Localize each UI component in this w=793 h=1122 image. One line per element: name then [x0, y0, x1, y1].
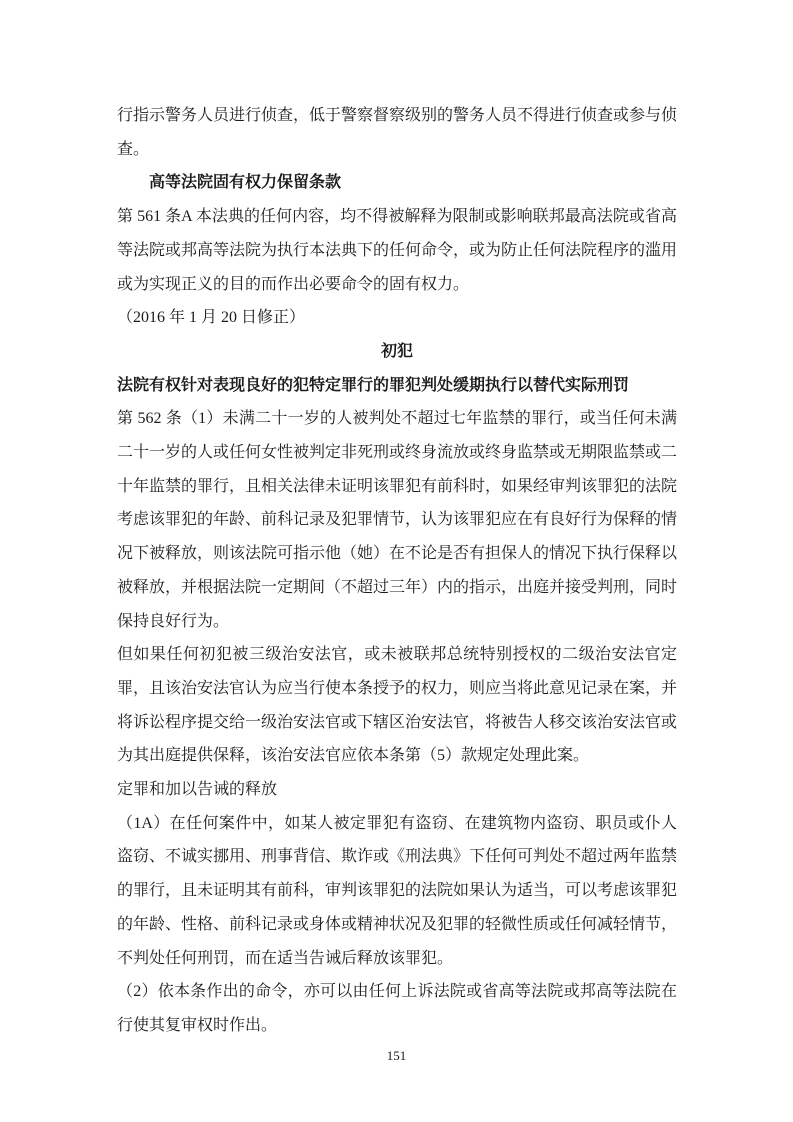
section-heading: 法院有权针对表现良好的犯特定罪行的罪犯判处缓期执行以替代实际刑罚: [117, 376, 630, 394]
paragraph: 行指示警务人员进行侦查，低于警察督察级别的警务人员不得进行侦查或参与侦查。: [117, 107, 678, 158]
document-body: [117, 99, 677, 1043]
paragraph: （2016 年 1 月 20 日修正）: [117, 309, 306, 327]
paragraph: （2）依本条作出的命令，亦可以由任何上诉法院或省高等法院或邦高等法院在行使其复审权时作出。: [117, 983, 677, 1034]
paragraph: 但如果任何初犯被三级治安法官，或未被联邦总统特别授权的二级治安法官定罪，且该治安法官认为应当行使本条授予的权力，则应当将此意见记录在案，并将诉讼程序提交给一级治安法官或下辖区治安法官，将被告人移交该治安法官或为其出庭提供保释，该治安法官应依本条第（5）款规定处理此案。: [117, 646, 678, 765]
section-heading: 初犯: [380, 342, 413, 360]
paragraph: 第 562 条（1）未满二十一岁的人被判处不超过七年监禁的罪行，或当任何未满二十一岁的人或任何女性被判定非死刑或终身流放或终身监禁或无期限监禁或二十年监禁的罪行，且相关法律未证明该罪犯有前科时，如果经审判该罪犯的法院考虑该罪犯的年龄、前科记录及犯罪情节，认为该罪犯应在有良好行为保释的情况下被释放，则该法院可指示他（她）在不论是否有担保人的情况下执行保释以被释放，并根据法院一定期间（不超过三年）内的指示，出庭并接受判刑，同时保持良好行为。: [117, 410, 678, 630]
page-number: 151: [386, 1048, 407, 1063]
section-heading: 高等法院固有权力保留条款: [149, 174, 342, 192]
paragraph: 第 561 条A 本法典的任何内容，均不得被解释为限制或影响联邦最高法院或省高等法院或邦高等法院为执行本法典下的任何命令，或为防止任何法院程序的滥用或为实现正义的目的而作出必要命令的固有权力。: [117, 208, 678, 293]
paragraph: （1A）在任何案件中，如某人被定罪犯有盗窃、在建筑物内盗窃、职员或仆人盗窃、不诚实挪用、刑事背信、欺诈或《刑法典》下任何可判处不超过两年监禁的罪行，且未证明其有前科，审判该罪犯的法院如果认为适当，可以考虑该罪犯的年龄、性格、前科记录或身体或精神状况及犯罪的轻微性质或任何减轻情节，不判处任何刑罚，而在适当告诫后释放该罪犯。: [117, 814, 678, 967]
paragraph: 定罪和加以告诫的释放: [117, 781, 278, 799]
